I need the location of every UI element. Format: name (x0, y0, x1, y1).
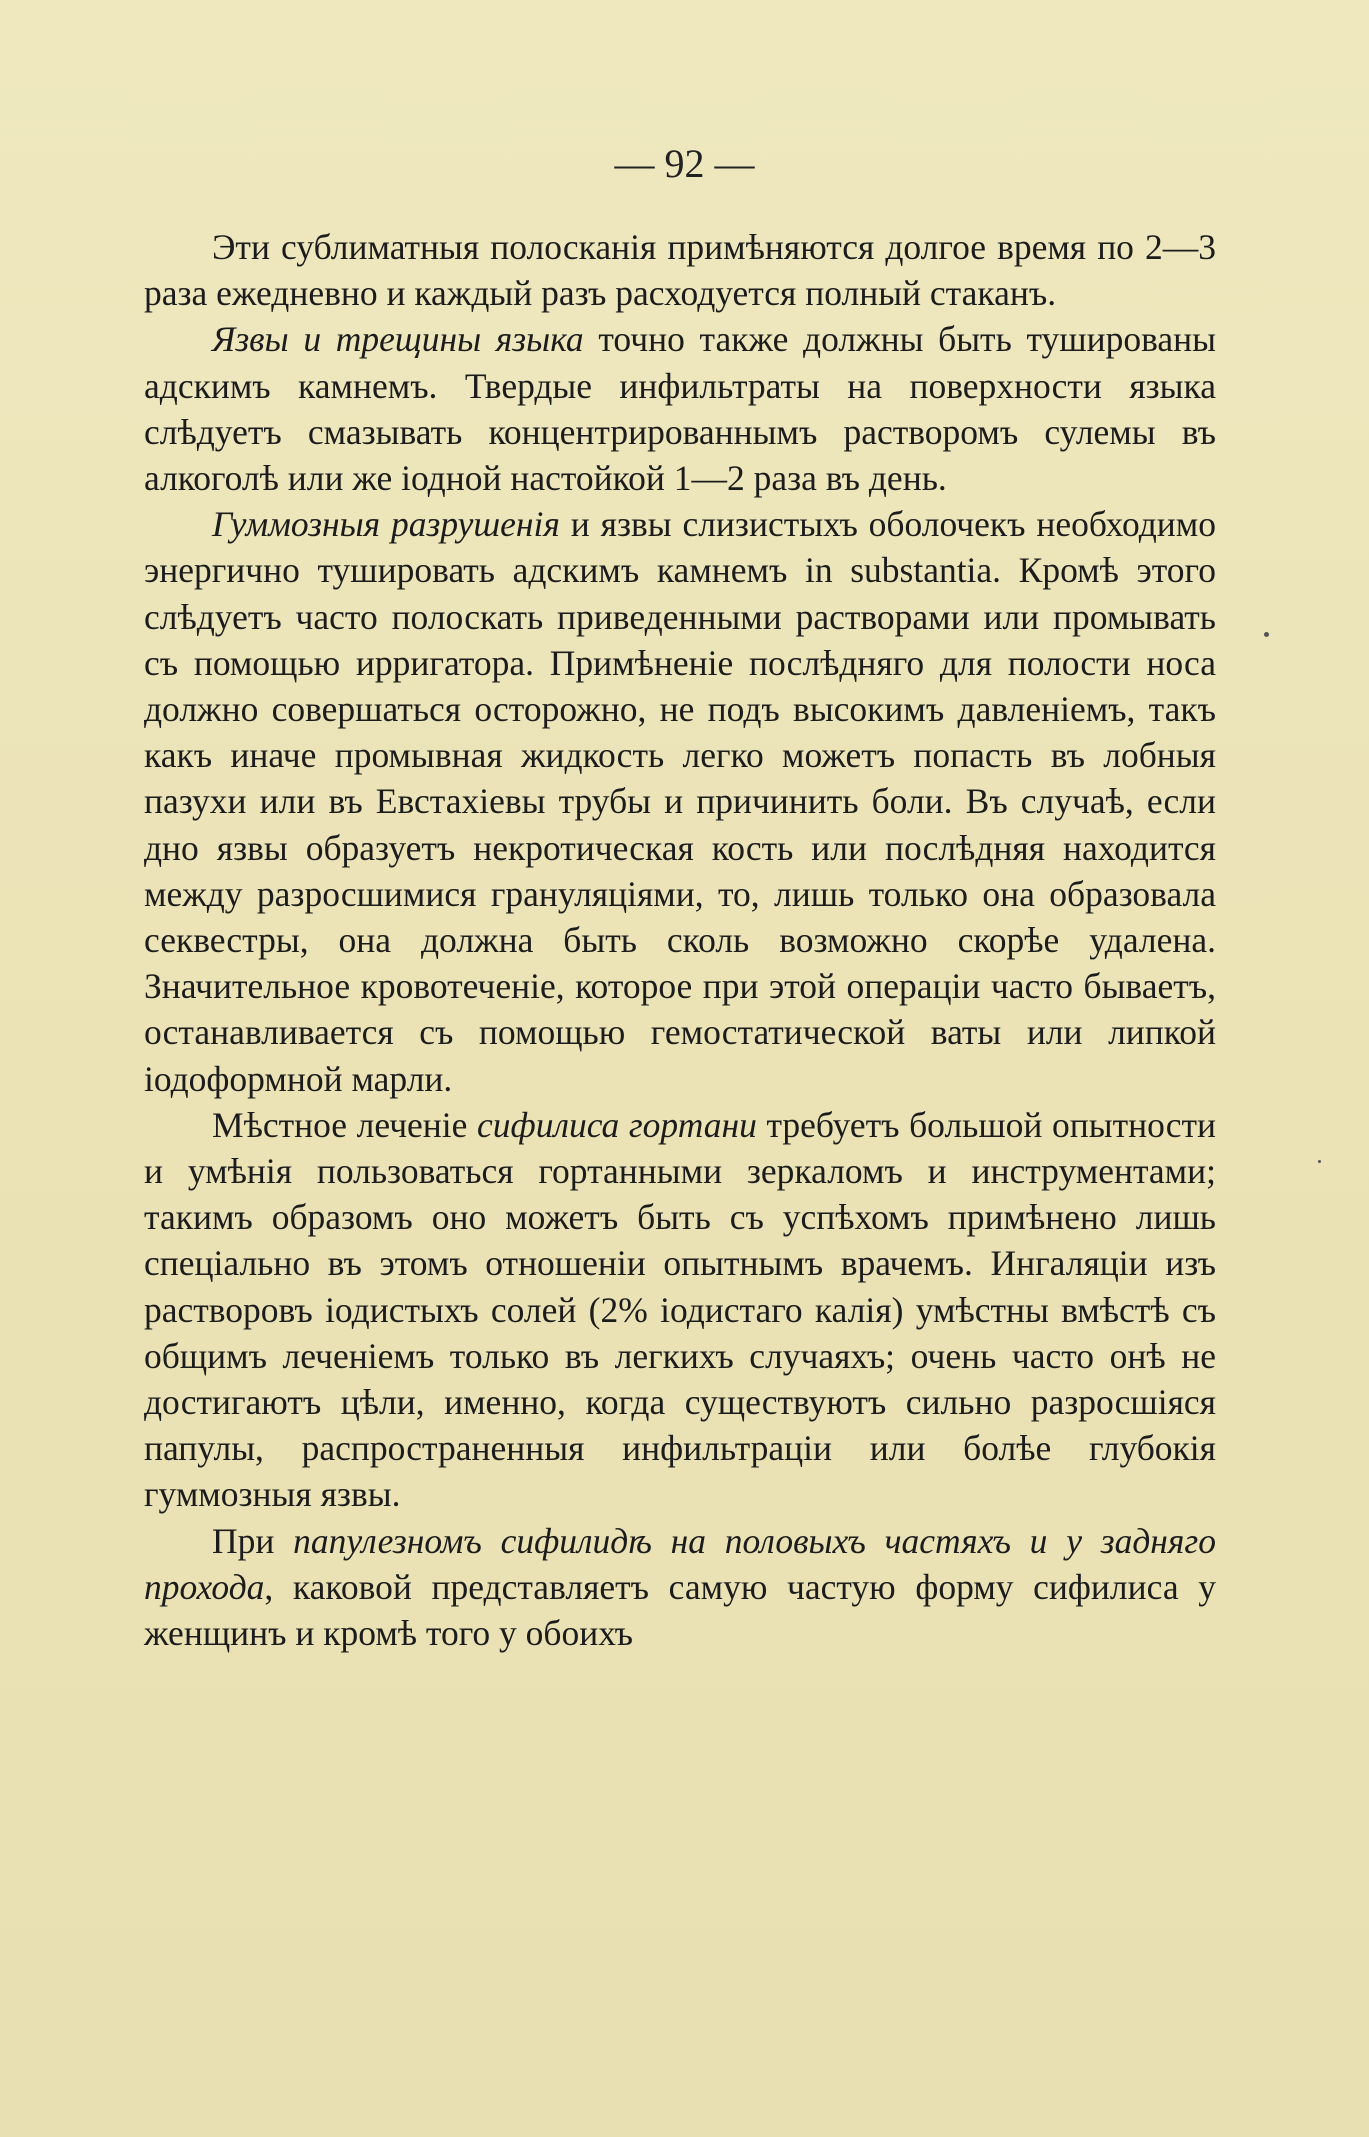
italic-term: Гуммозныя разрушенія (212, 504, 560, 545)
text-run: и язвы слизистыхъ оболочекъ необходимо энергично тушировать адскимъ камнемъ in substantia. Кромѣ этого слѣдуетъ часто полоскать приведенными растворами или промывать съ помощью ирригатора. Примѣненіе послѣдняго для полости носа должно совершаться осторожно, не подъ высокимъ давленіемъ, такъ какъ иначе промывная жидкость легко можетъ попасть въ лобныя пазухи или въ Евстахіевы трубы и причинить боли. Въ случаѣ, если дно язвы образуетъ некротическая кость или послѣдняя находится между разросшимися грануляціями, то, лишь только она образовала секвестры, она должна быть сколь возможно скорѣе удалена. Значительное кровотеченіе, которое при этой операціи часто бываетъ, останавливается съ помощью гемостатической ваты или липкой іодоформной марли. (144, 504, 1216, 1099)
text-run: Мѣстное леченіе (212, 1104, 477, 1145)
text-run: При (212, 1520, 294, 1561)
text-run: Эти сублиматныя полосканія примѣняются долгое время по 2—3 раза ежедневно и каждый разъ расходуется полный стаканъ. (144, 227, 1216, 314)
ink-speck (1318, 1160, 1321, 1163)
paragraph-5 (144, 1518, 1216, 1657)
body-text (144, 224, 1216, 1656)
italic-term: сифилиса гортани (477, 1104, 757, 1145)
paragraph-2 (144, 316, 1216, 501)
text-run: , каковой представляетъ самую частую форму сифилиса у женщинъ и кромѣ того у обоихъ (144, 1566, 1216, 1654)
italic-term: папулезномъ сифилидѣ на половыхъ частяхъ и у задняго прохода (144, 1520, 1216, 1607)
italic-term: Язвы и трещины языка (212, 319, 584, 360)
paragraph-1 (144, 224, 1216, 316)
text-run: точно также должны быть тушированы адскимъ камнемъ. Твердые инфильтраты на поверхности языка слѣдуетъ смазывать концентрированнымъ растворомъ сулемы въ алкоголѣ или же іодной настойкой 1—2 раза въ день. (144, 319, 1216, 499)
page-number: — 92 — (614, 141, 755, 186)
ink-speck (1264, 632, 1269, 637)
text-run: требуетъ большой опытности и умѣнія пользоваться гортанными зеркаломъ и инструментами; такимъ образомъ оно можетъ быть съ успѣхомъ примѣнено лишь спеціально въ этомъ отношеніи опытнымъ врачемъ. Ингаляціи изъ растворовъ іодистыхъ солей (2% іодистаго калія) умѣстны вмѣстѣ съ общимъ леченіемъ только въ легкихъ случаяхъ; очень часто онѣ не достигаютъ цѣли, именно, когда существуютъ сильно разросшіяся папулы, распространенныя инфильтраціи или болѣе глубокія гуммозныя язвы. (144, 1104, 1217, 1515)
paragraph-4 (144, 1102, 1216, 1518)
paragraph-3 (144, 501, 1216, 1102)
